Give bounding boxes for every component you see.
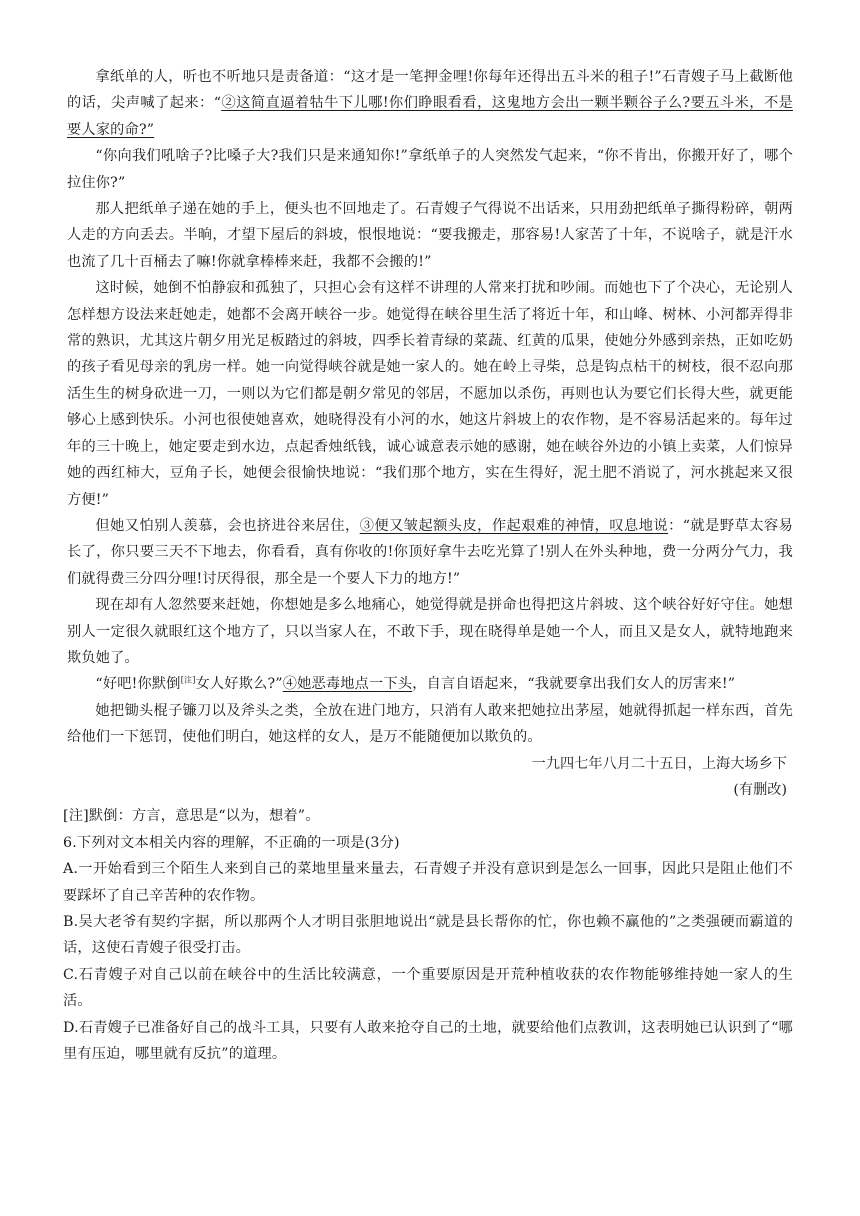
option-c: C.石青嫂子对自己以前在峡谷中的生活比较满意，一个重要原因是开荒种植收获的农作物能够维持她一家人的生活。 [63,966,793,1010]
option-a: A.一开始看到三个陌生人来到自己的菜地里量来量去，石青嫂子并没有意识到是怎么一回事，因此只是阻止他们不要踩坏了自己辛苦种的农作物。 [63,861,793,904]
exam-page [63,64,793,1067]
passage-paragraph-7 [67,671,793,697]
paragraph-text: 拿纸单的人，听也不听地只是责备道：“这才是一笔押金哩!你每年还得出五斗米的租子!”石青嫂子马上截断他的话，尖声喊了起来：“ [67,69,793,112]
paragraph-text: 但她又怕别人羡慕，会也挤进谷来居住， [95,517,360,534]
passage-paragraph-2: “你向我们吼啥子?比嗓子大?我们只是来通知你!”拿纸单子的人突然发气起来，“你不肯出，你搬开好了，哪个拉住你?” [67,148,793,191]
footnote-marker: [注] [180,675,196,685]
paragraph-text: 女人好欺么?” [195,676,283,693]
underlined-sentence-4: ④她恶毒地点一下头 [282,676,413,693]
question-stem: 6.下列对文本相关内容的理解，不正确的一项是(3分) [63,834,400,851]
underlined-sentence-3: ③便又皱起额头皮，作起艰难的神情，叹息地说 [359,517,669,534]
paragraph-text: ：“就是野草太容易长了，你只要三天不下地去，你看看，真有你收的!你顶好拿牛去吃光算了!别人在外头种地，费一分两分气力，我们就得费三分四分哩!讨厌得很，那全是一个要人下力的地方!” [67,517,793,587]
underlined-sentence-2: ②这简直逼着牯牛下儿哪!你们睁眼看看，这鬼地方会出一颗半颗谷子么?要五斗米，不是要人家的命?” [67,95,793,138]
passage-abridged-note: (有删改) [733,781,787,798]
passage-paragraph-6: 现在却有人忽然要来赶她，你想她是多么地痛心，她觉得就是拼命也得把这片斜坡、这个峡谷好好守住。她想别人一定很久就眼红这个地方了，只以当家人在，不敢下手，现在晓得单是她一个人，而且又是女人，就特地跑来欺负她了。 [67,597,793,666]
paragraph-text: ，自言自语起来，“我就要拿出我们女人的厉害来!” [412,676,736,693]
passage-date: 一九四七年八月二十五日，上海大场乡下 [531,755,787,772]
paragraph-text: “好吧!你默倒 [95,676,181,693]
passage-paragraph-3: 那人把纸单子递在她的手上，便头也不回地走了。石青嫂子气得说不出话来，只用劲把纸单子撕得粉碎，朝两人走的方向丢去。半晌，才望下屋后的斜坡，恨恨地说：“要我搬走，那容易!人家苦了十年，不说啥子，就是汗水也流了几十百桶去了嘛!你就拿棒棒来赶，我都不会搬的!” [67,201,793,270]
option-d: D.石青嫂子已准备好自己的战斗工具，只要有人敢来抢夺自己的土地，就要给他们点教训，这表明她已认识到了“哪里有压迫，哪里就有反抗”的道理。 [63,1019,793,1063]
passage-paragraph-5 [67,513,793,592]
option-b: B.吴大老爷有契约字据，所以那两个人才明目张胆地说出“就是县长帮你的忙，你也赖不赢他的”之类强硬而霸道的话，这使石青嫂子很受打击。 [63,914,793,957]
passage-paragraph-4: 这时候，她倒不怕静寂和孤独了，只担心会有这样不讲理的人常来打扰和吵闹。而她也下了个决心，无论别人怎样想方设法来赶她走，她都不会离开峡谷一步。她觉得在峡谷里生活了将近十年，和山峰、树林、小河都弄得非常的熟识，尤其这片朝夕用光足板踏过的斜坡，四季长着青绿的菜蔬、红黄的瓜果，使她分外感到亲热，正如吃奶的孩子看见母亲的乳房一样。她一向觉得峡谷就是她一家人的。她在岭上寻柴，总是钩点枯干的树枝，很不忍向那活生生的树身砍进一刀，一则以为它们都是朝夕常见的邻居，不愿加以杀伤，再则也认为要它们长得大些，就更能够心上感到快乐。小河也很使她喜欢，她晓得没有小河的水，她这片斜坡上的农作物，是不容易活起来的。每年过年的三十晚上，她定要走到水边，点起香烛纸钱，诚心诚意表示她的感谢，她在峡谷外边的小镇上卖菜，人们惊异她的西红柿大，豆角子长，她便会很愉快地说：“我们那个地方，实在生得好，泥土肥不消说了，河水挑起来又很方便!” [67,280,793,508]
passage-paragraph-8: 她把锄头棍子镰刀以及斧头之类，全放在进门地方，只消有人敢来把她拉出茅屋，她就得抓起一样东西，首先给他们一下惩罚，使他们明白，她这样的女人，是万不能随便加以欺负的。 [67,702,793,746]
footnote: [注]默倒：方言，意思是“以为，想着”。 [63,808,320,825]
passage-paragraph-1 [67,64,793,143]
